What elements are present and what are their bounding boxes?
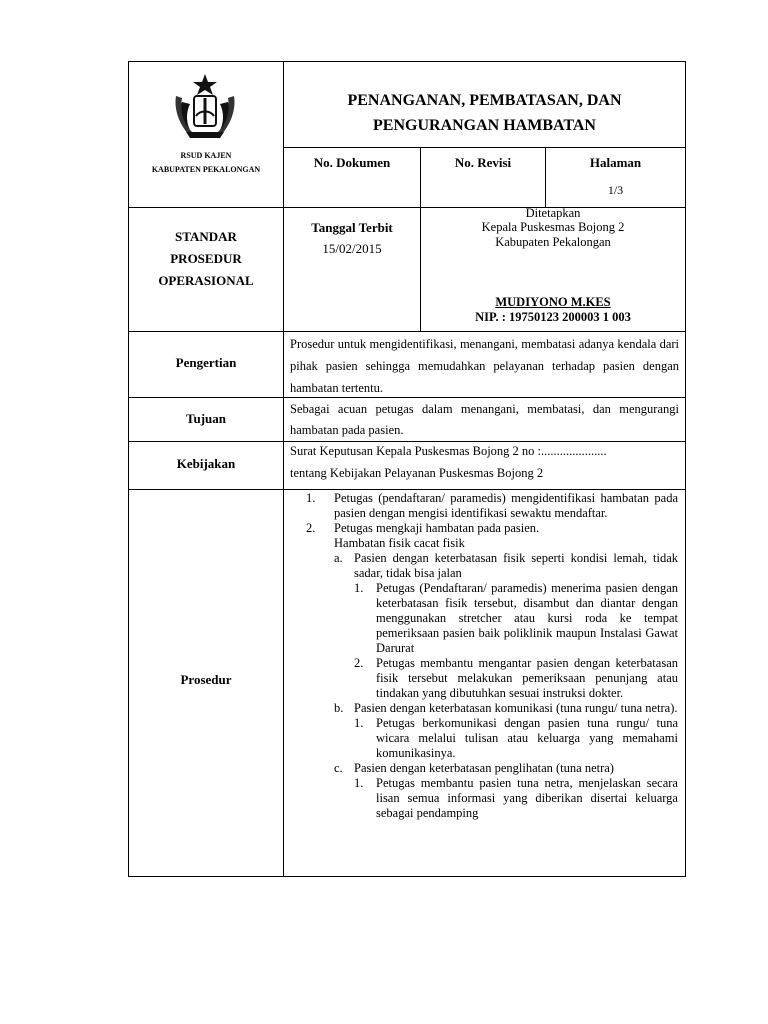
kebijakan-line2: tentang Kebijakan Pelayanan Puskesmas Bojong 2 [290,466,544,480]
page-label: Halaman [589,155,642,170]
kebijakan-label: Kebijakan [176,456,236,471]
list-item: 1. Petugas membantu pasien tuna netra, menjelaskan secara lisan semua informasi yang diberikan disertai keluarga sebagai pendamping [354,776,678,820]
tujuan-label: Tujuan [186,411,226,426]
sop-title-line2: PROSEDUR [170,251,242,266]
list-item: a. Pasien dengan keterbatasan fisik seperti kondisi lemah, tidak sadar, tidak bisa jalan [334,551,678,580]
issue-date-value: 15/02/2015 [322,241,382,256]
revision-number-label: No. Revisi [454,155,512,170]
list-subheading: Hambatan fisik cacat fisik [334,536,465,550]
list-item: 1. Petugas (Pendaftaran/ paramedis) menerima pasien dengan keterbatasan fisik tersebut, disambut dan diantar dengan menggunakan stretcher atau kursi roda ke tempat pemeriksaan pasien baik poliklinik maupun Instalasi Gawat Darurat [354,581,678,655]
org-region: KABUPATEN PEKALONGAN [151,165,261,174]
approval-position: Kepala Puskesmas Bojong 2 [481,220,625,234]
prosedur-label: Prosedur [180,672,232,687]
tujuan-text: Sebagai acuan petugas dalam menangani, membatasi, dan mengurangi hambatan pada pasien. [290,402,679,437]
page-value: 1/3 [607,183,624,197]
list-item: 1. Petugas berkomunikasi dengan pasien tuna rungu/ tuna wicara melalui tulisan atau keluarga yang memahami komunikasinya. [354,716,678,760]
list-item: 2. Petugas membantu mengantar pasien dengan keterbatasan fisik tersebut melakukan pemeriksaan penunjang atau tindakan yang dibutuhkan sesuai instruksi dokter. [354,656,678,700]
org-name: RSUD KAJEN [180,151,232,160]
document-title-line2: PENGURANGAN HAMBATAN [373,117,596,134]
list-item: b. Pasien dengan keterbatasan komunikasi (tuna rungu/ tuna netra). [334,701,678,715]
sop-title-line3: OPERASIONAL [158,273,254,288]
signer-name: MUDIYONO M.KES [495,295,611,309]
list-item: 1. Petugas (pendaftaran/ paramedis) mengidentifikasi hambatan pada pasien dengan mengisi identifikasi sewaktu mendaftar. [306,491,678,520]
approval-heading: Ditetapkan [525,206,581,220]
pengertian-text: Prosedur untuk mengidentifikasi, menangani, membatasi adanya kendala dari pihak pasien sehingga memudahkan pelayanan terhadap pasien dengan hambatan tertentu. [290,337,679,395]
issue-date-label: Tanggal Terbit [311,220,393,235]
signer-nip: NIP. : 19750123 200003 1 003 [475,310,631,324]
list-item: c. Pasien dengan keterbatasan penglihatan (tuna netra) [334,761,614,775]
hospital-logo [172,72,238,142]
kebijakan-line1: Surat Keputusan Kepala Puskesmas Bojong 2 no :..................... [290,444,607,458]
document-title-line1: PENANGANAN, PEMBATASAN, DAN [347,92,622,109]
document-number-label: No. Dokumen [313,155,391,170]
prosedur-list [306,491,678,821]
list-item: 2. Petugas mengkaji hambatan pada pasien. [306,521,540,535]
approval-region: Kabupaten Pekalongan [495,235,611,249]
sop-title-line1: STANDAR [175,229,237,244]
pengertian-label: Pengertian [175,355,237,370]
